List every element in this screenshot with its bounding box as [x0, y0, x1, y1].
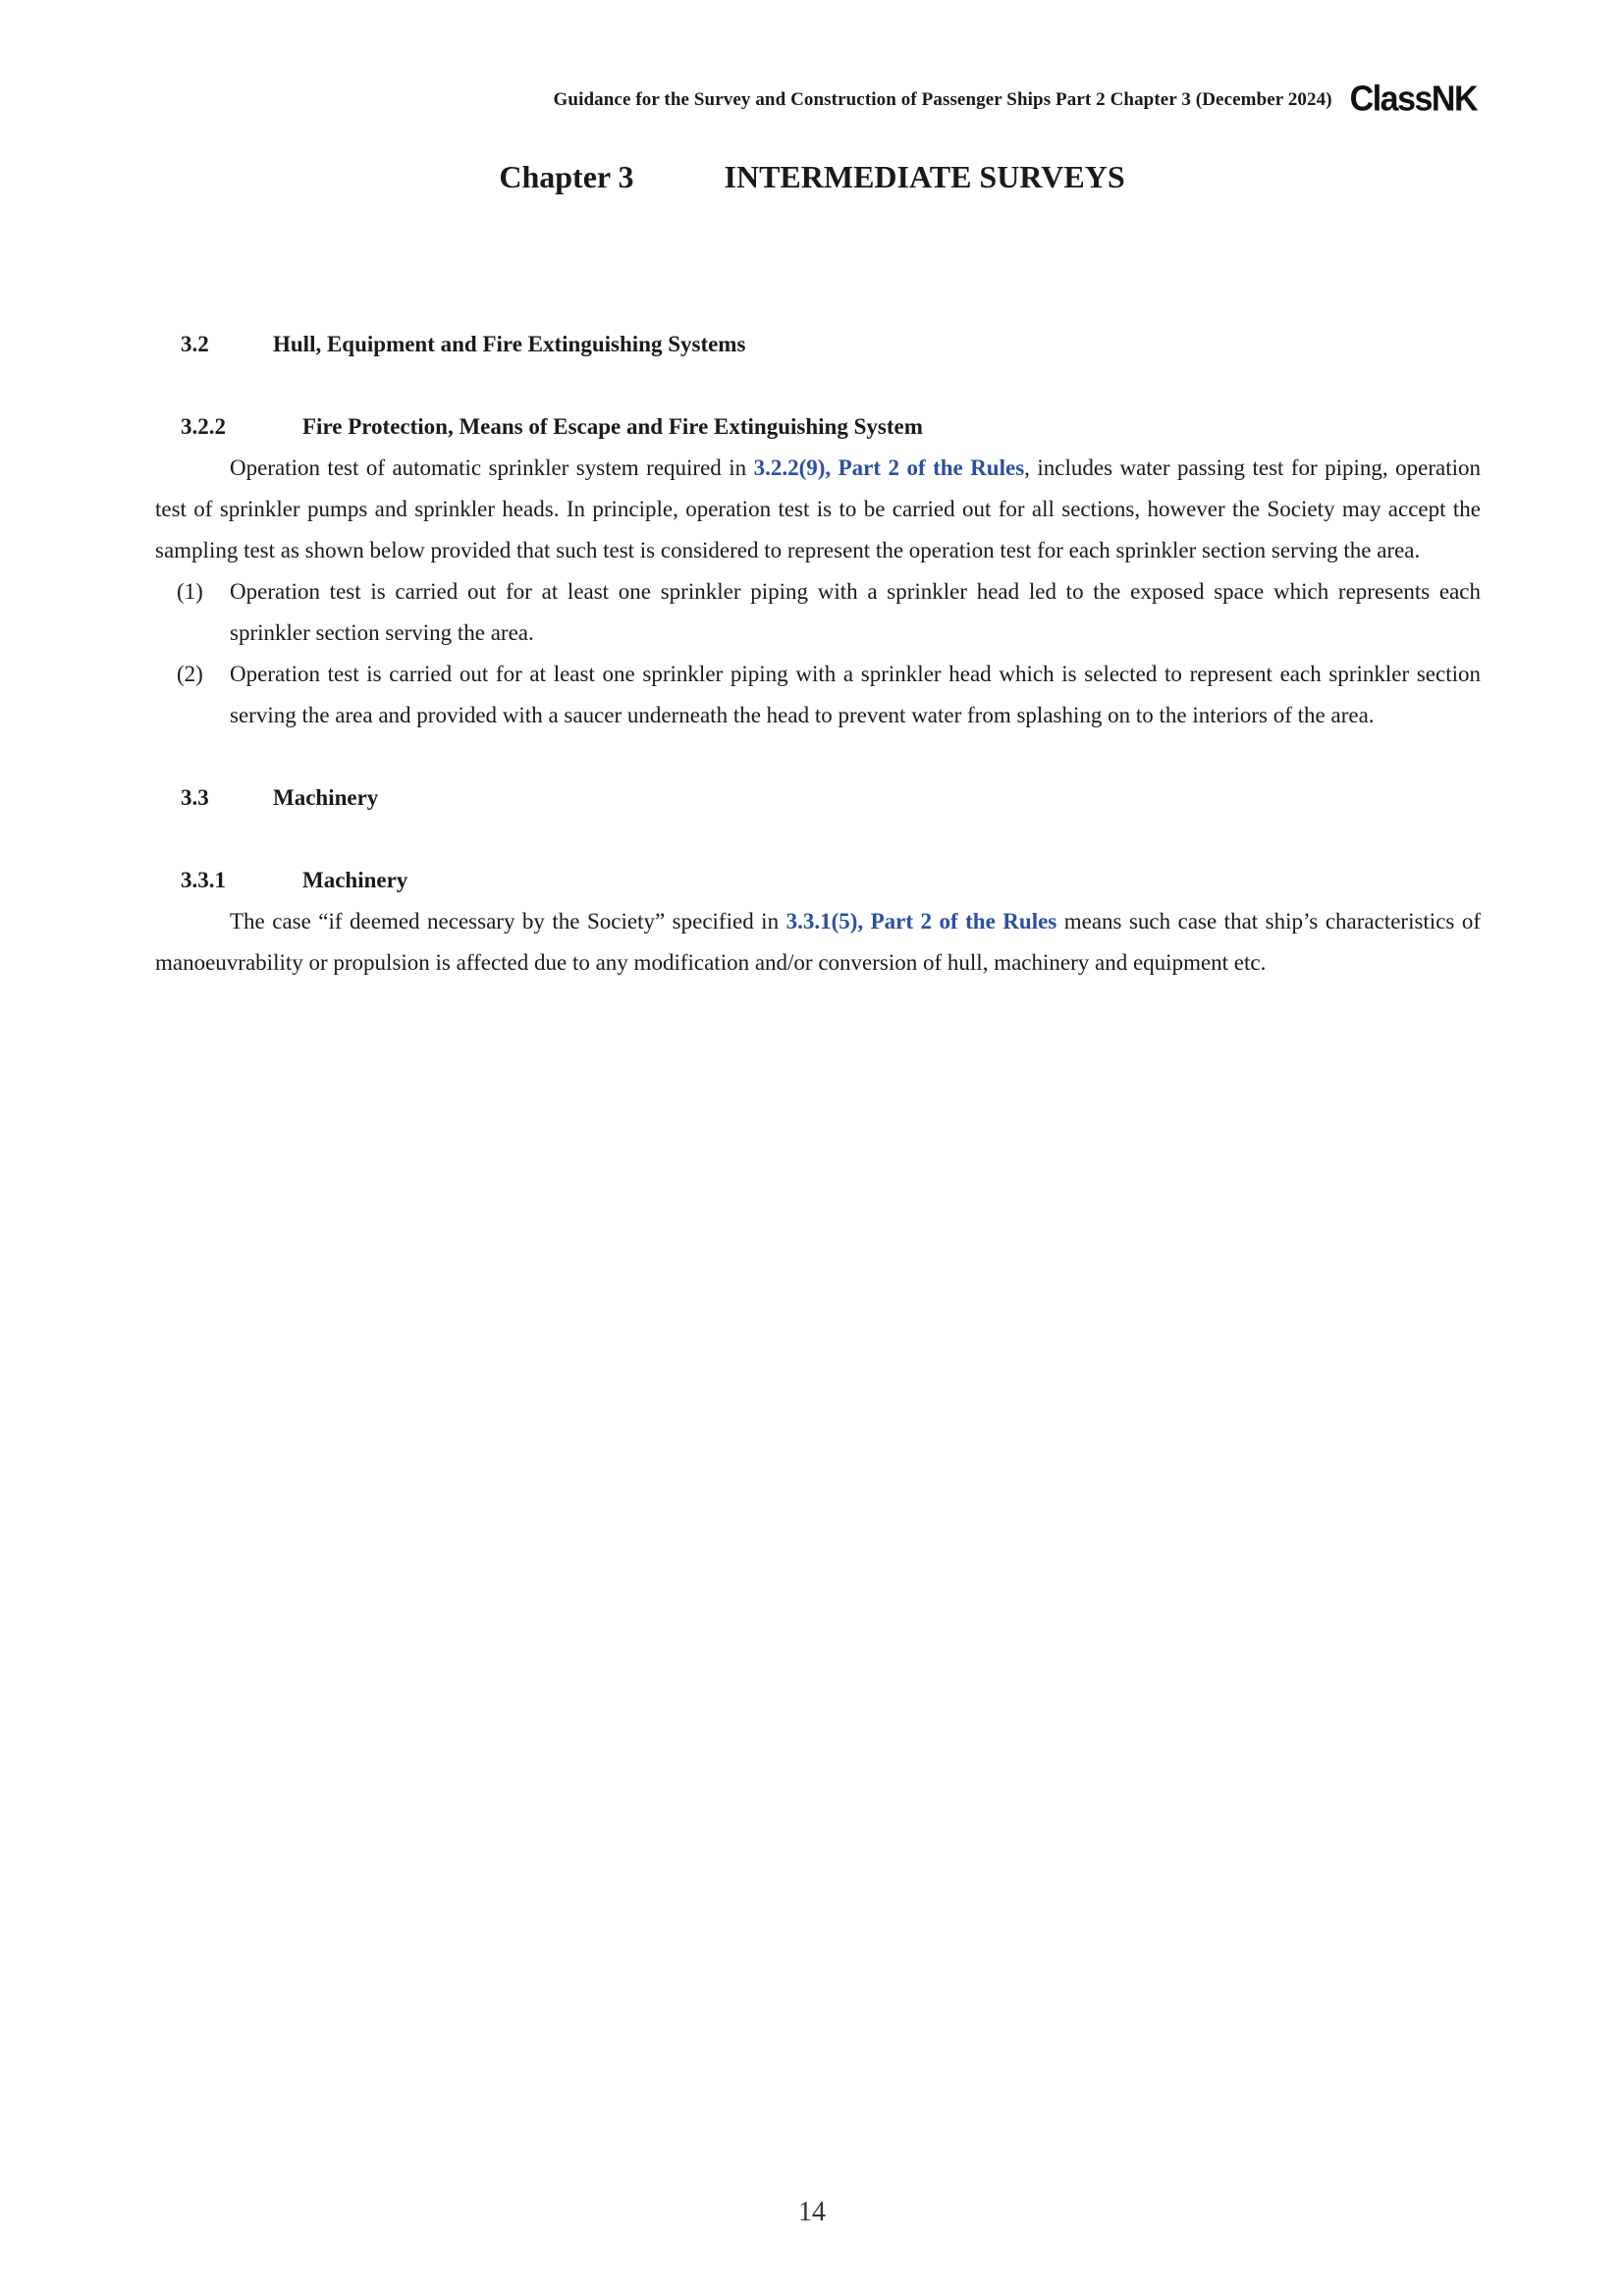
- section-title: Machinery: [273, 785, 379, 810]
- running-header-title: Guidance for the Survey and Construction of Passenger Ships Part 2 Chapter 3 (December 2024): [553, 88, 1332, 110]
- classnk-logo: ClassNK: [1349, 80, 1477, 119]
- section-heading-3-2: [181, 324, 1481, 365]
- subsection-number: 3.2.2: [181, 414, 226, 439]
- paragraph-text: The case “if deemed necessary by the Society” specified in: [230, 909, 786, 934]
- running-header: [554, 80, 1477, 119]
- chapter-title: [0, 159, 1624, 195]
- list-item: [177, 654, 1481, 736]
- section-number: 3.2: [181, 332, 209, 356]
- section-heading-3-3: [181, 777, 1481, 819]
- paragraph-sprinkler-test: [155, 448, 1481, 571]
- subsection-title: Fire Protection, Means of Escape and Fire Extinguishing System: [302, 414, 923, 439]
- chapter-name: INTERMEDIATE SURVEYS: [724, 159, 1125, 194]
- list-item-text: Operation test is carried out for at least one sprinkler piping with a sprinkler head led to the exposed space which represents each sprinkler section serving the area.: [230, 579, 1481, 645]
- subsection-number: 3.3.1: [181, 868, 226, 892]
- rules-link-3-3-1-5[interactable]: 3.3.1(5), Part 2 of the Rules: [785, 909, 1057, 934]
- section-number: 3.3: [181, 785, 209, 810]
- paragraph-text: Operation test of automatic sprinkler system required in: [230, 455, 754, 480]
- subsection-heading-3-3-1: [181, 860, 1481, 901]
- list-marker: (1): [177, 579, 203, 604]
- list-item-text: Operation test is carried out for at least one sprinkler piping with a sprinkler head which is selected to represent each sprinkler section serving the area and provided with a saucer underneath the head to prevent water from splashing on to the interiors of the area.: [230, 662, 1481, 727]
- list-item: [177, 571, 1481, 654]
- paragraph-text: means such case that ship’s characteristics of manoeuvrability or propulsion is affected due to any modification and/or conversion of hull, machinery and equipment etc.: [155, 909, 1481, 975]
- subsection-heading-3-2-2: [181, 406, 1481, 448]
- chapter-number: Chapter 3: [499, 159, 634, 194]
- subsection-title: Machinery: [302, 868, 408, 892]
- section-title: Hull, Equipment and Fire Extinguishing Systems: [273, 332, 746, 356]
- paragraph-text: , includes water passing test for piping, operation test of sprinkler pumps and sprinkler heads. In principle, operation test is to be carried out for all sections, however the Society may accept the sampling test as shown below provided that such test is considered to represent the operation test for each sprinkler section serving the area.: [155, 455, 1481, 562]
- paragraph-machinery: [155, 901, 1481, 984]
- page-number: 14: [798, 2197, 826, 2227]
- rules-link-3-2-2-9[interactable]: 3.2.2(9), Part 2 of the Rules: [753, 455, 1025, 480]
- list-marker: (2): [177, 662, 203, 686]
- document-body: [155, 324, 1481, 984]
